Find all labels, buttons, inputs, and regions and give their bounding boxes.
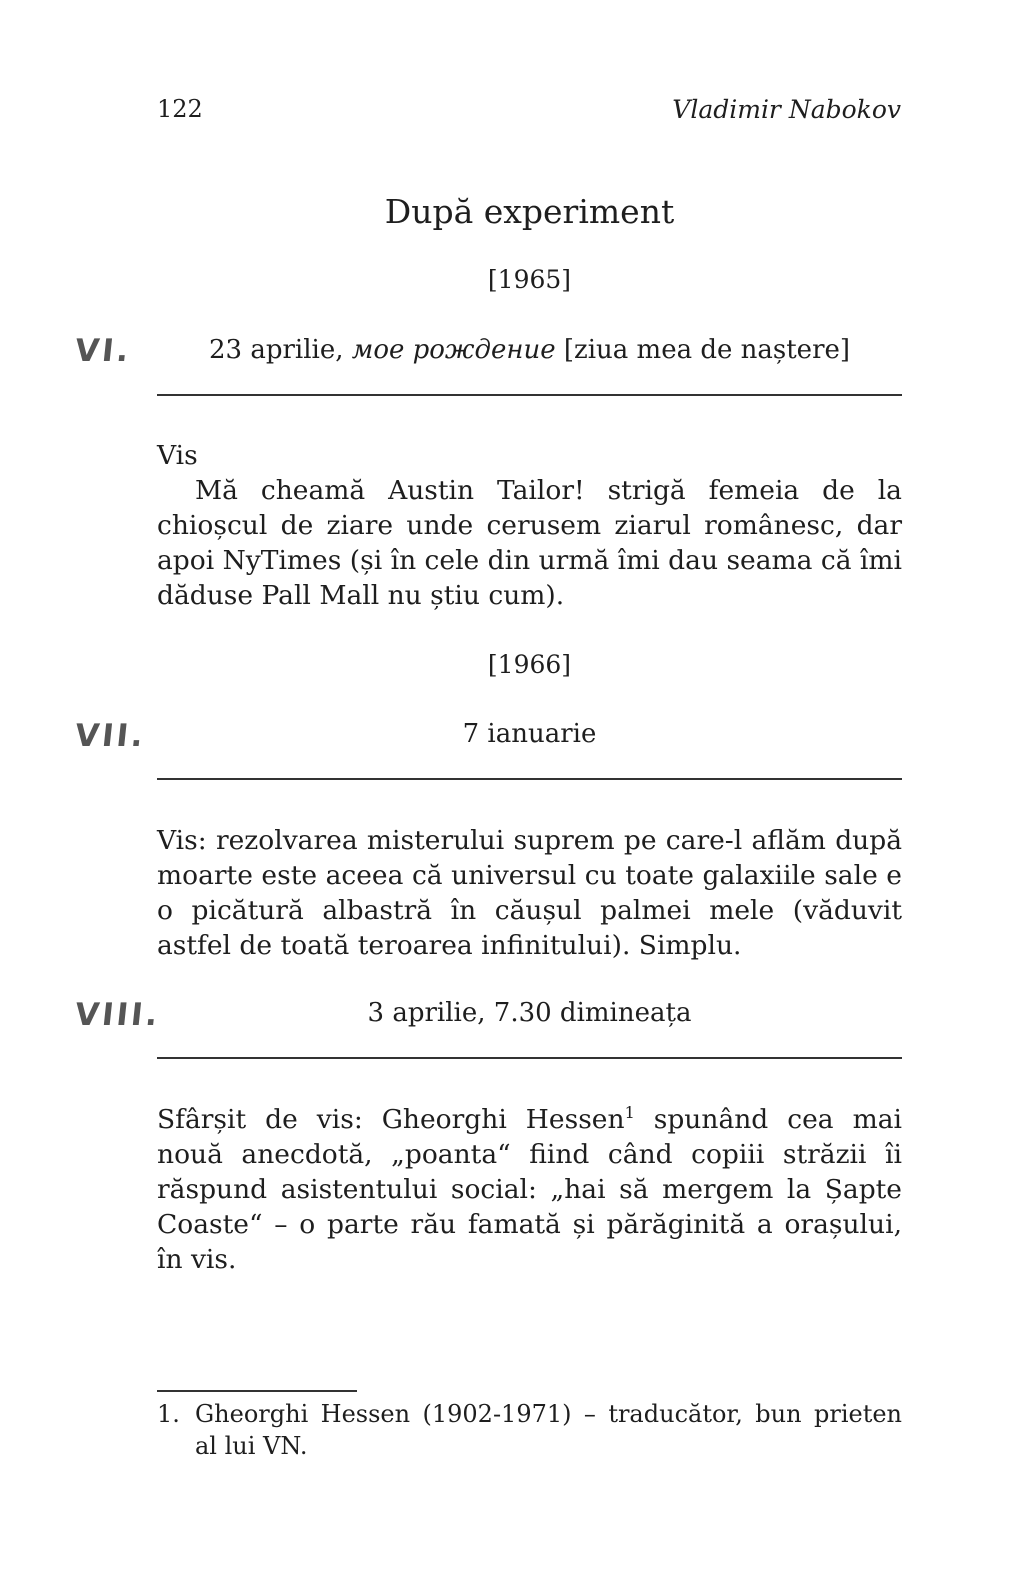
entry-date-vi bbox=[157, 335, 902, 365]
entry-body-vi bbox=[157, 438, 902, 613]
handwritten-marker-vi: VI. bbox=[73, 333, 134, 369]
date-prefix: 23 aprilie, bbox=[208, 335, 352, 365]
date-russian: мое рождение bbox=[351, 335, 556, 365]
footnote-reference: 1 bbox=[624, 1103, 635, 1123]
entry-paragraph: Vis: rezolvarea misterului suprem pe care-l aflăm după moarte este aceea că universul cu toate galaxiile sale e o picătură albastră în căușul palmei mele (văduvit astfel de toată teroarea infinitului). Simplu. bbox=[157, 825, 902, 961]
entry-paragraph: Mă cheamă Austin Tailor! strigă femeia de la chioșcul de ziare unde cerusem ziarul românesc, dar apoi NyTimes (și în cele din urmă îmi dau seama că îmi dăduse Pall Mall nu știu cum). bbox=[157, 475, 903, 611]
footnote-number: 1. bbox=[157, 1400, 180, 1428]
entry-date-viii: 3 aprilie, 7.30 dimineața bbox=[367, 998, 692, 1028]
page-number: 122 bbox=[157, 95, 203, 123]
year-heading-1966: [1966] bbox=[487, 650, 572, 679]
entry-heading: Vis bbox=[157, 440, 198, 471]
handwritten-marker-viii: VIII. bbox=[73, 997, 163, 1033]
running-header-author: Vladimir Nabokov bbox=[672, 95, 901, 124]
paragraph-start: Sfârșit de vis: Gheorghi Hessen bbox=[157, 1104, 625, 1135]
entry-paragraph bbox=[157, 1102, 902, 1277]
footnote-text: Gheorghi Hessen (1902-1971) – traducător, bun prieten al lui VN. bbox=[195, 1400, 902, 1460]
chapter-title: După experiment bbox=[384, 192, 675, 231]
section-divider bbox=[157, 1057, 902, 1059]
section-divider bbox=[157, 778, 902, 780]
footnote bbox=[157, 1398, 902, 1462]
year-heading-1965: [1965] bbox=[487, 265, 572, 294]
entry-body-vii bbox=[157, 823, 902, 963]
entry-date-vii: 7 ianuarie bbox=[462, 719, 597, 749]
entry-body-viii bbox=[157, 1102, 902, 1277]
section-divider bbox=[157, 394, 902, 396]
footnote-divider bbox=[157, 1390, 357, 1392]
date-suffix: [ziua mea de naștere] bbox=[555, 335, 851, 365]
paragraph-end: spunând cea mai nouă anecdotă, „poanta“ fiind când copiii străzii îi răspund asistentului social: „hai să mergem la Șapte Coaste“ – o parte rău famată și părăginită a orașului, în vis. bbox=[157, 1104, 902, 1275]
handwritten-marker-vii: VII. bbox=[73, 718, 148, 754]
